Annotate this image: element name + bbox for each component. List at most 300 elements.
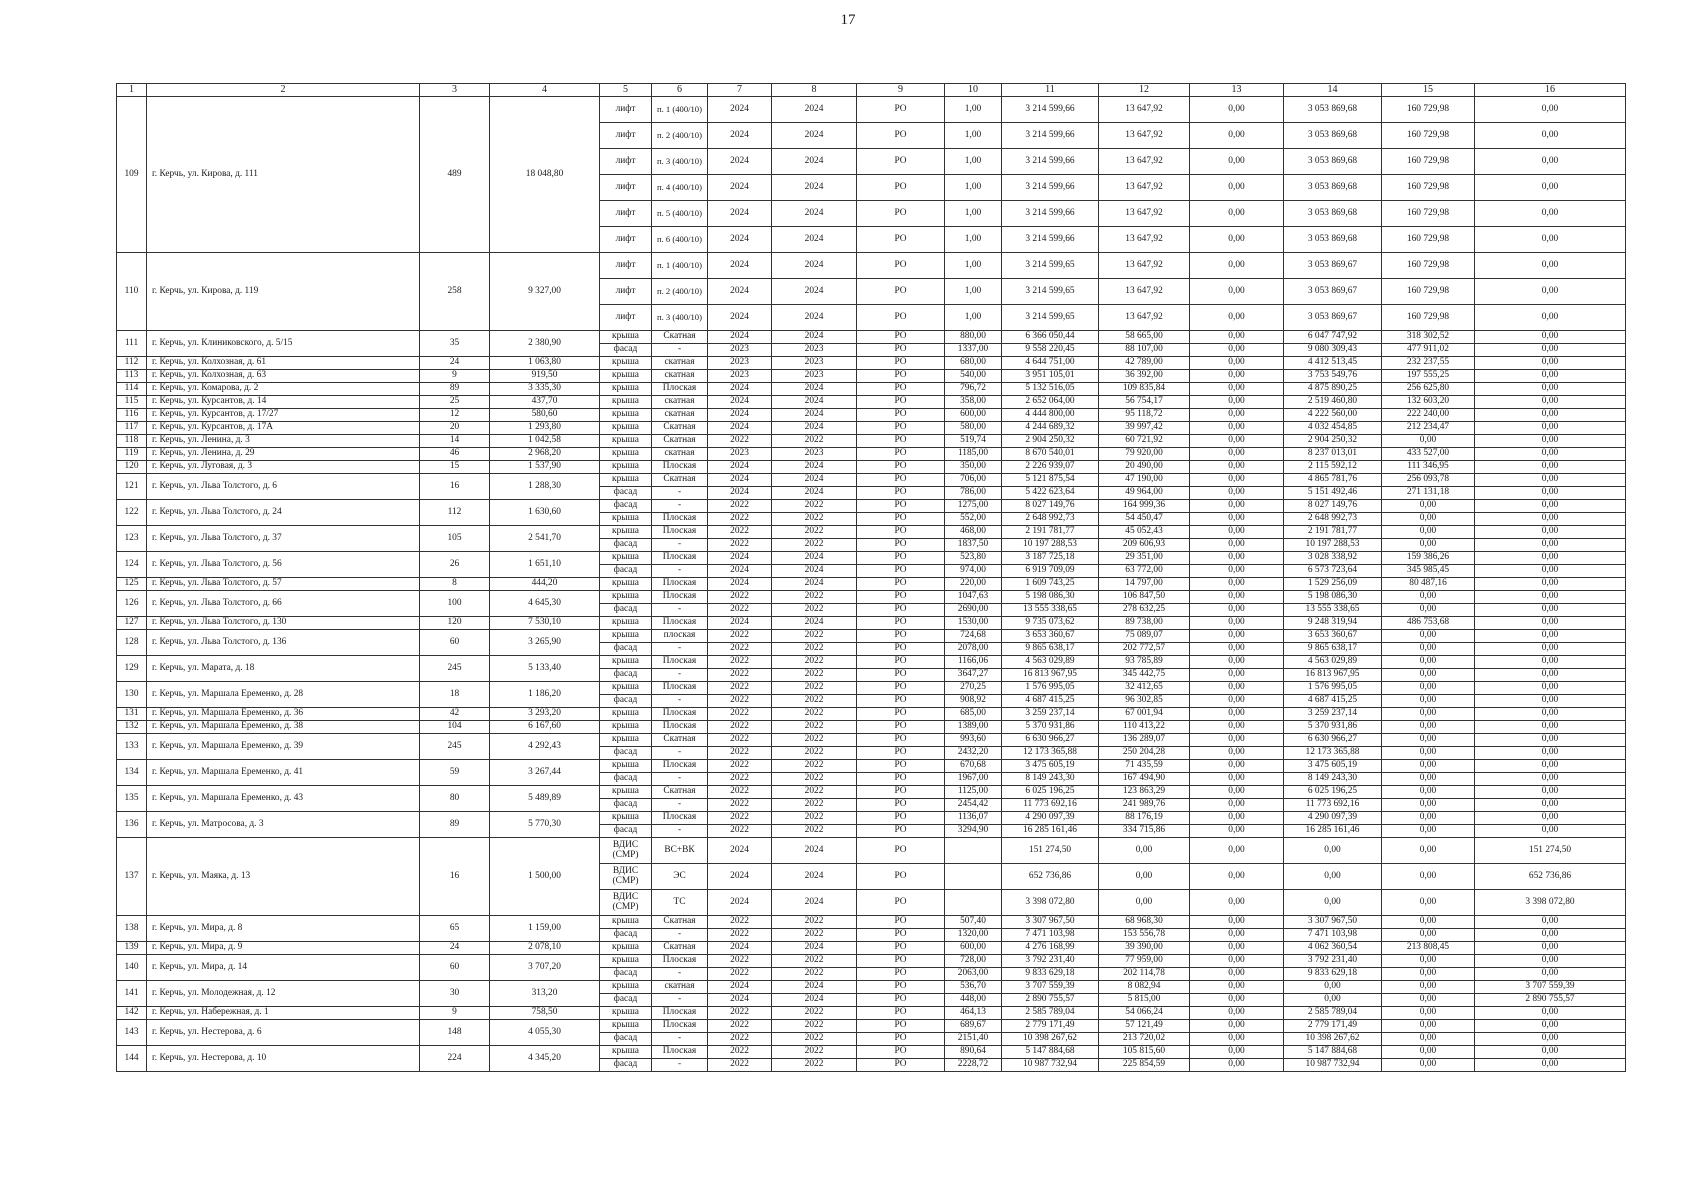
residents-cell: 89 [420,812,490,838]
data-cell: крыша [600,760,652,773]
data-cell: 151 274,50 [1475,838,1626,864]
data-cell: 2022 [772,1046,857,1059]
data-cell: крыша [600,591,652,604]
data-cell: 0,00 [1475,1020,1626,1033]
address-cell: г. Керчь, ул. Ленина, д. 3 [147,435,420,448]
table-row [117,760,1626,773]
data-cell: 2 904 250,32 [1002,435,1099,448]
data-cell: РО [857,487,945,500]
data-cell: 2 779 171,49 [1284,1020,1382,1033]
data-cell: 0,00 [1382,1007,1475,1020]
data-cell: скатная [652,981,708,994]
data-cell: 256 093,78 [1382,474,1475,487]
data-cell: 8 027 149,76 [1002,500,1099,513]
data-cell: 4 563 029,89 [1284,656,1382,669]
data-cell: 0,00 [1475,682,1626,695]
area-cell: 4 292,43 [490,734,600,760]
data-cell: фасад [600,487,652,500]
header-cell: 11 [1002,84,1099,97]
data-cell: 3 214 599,65 [1002,305,1099,331]
data-cell: крыша [600,708,652,721]
data-cell: лифт [600,149,652,175]
data-cell: 0,00 [1190,279,1284,305]
data-cell: 0,00 [1190,604,1284,617]
data-cell: 2024 [708,487,772,500]
residents-cell: 16 [420,474,490,500]
data-cell: 6 630 966,27 [1284,734,1382,747]
data-cell: 3 214 599,66 [1002,149,1099,175]
data-cell: 2024 [772,409,857,422]
data-cell: Скатная [652,331,708,344]
data-cell: 2022 [772,955,857,968]
residents-cell: 80 [420,786,490,812]
data-cell: - [652,747,708,760]
data-cell: Плоская [652,760,708,773]
data-cell: 0,00 [1190,513,1284,526]
data-cell: 32 412,65 [1099,682,1190,695]
row-number-cell: 136 [117,812,147,838]
data-cell: 1320,00 [945,929,1002,942]
residents-cell: 60 [420,955,490,981]
data-cell: 0,00 [1099,838,1190,864]
data-cell: Скатная [652,786,708,799]
data-cell: 4 032 454,85 [1284,422,1382,435]
data-cell: РО [857,1033,945,1046]
table-row [117,370,1626,383]
data-cell: 0,00 [1382,799,1475,812]
address-cell: г. Керчь, ул. Льва Толстого, д. 6 [147,474,420,500]
area-cell: 3 267,44 [490,760,600,786]
data-cell: 2022 [708,812,772,825]
residents-cell: 258 [420,253,490,331]
data-cell: 89 738,00 [1099,617,1190,630]
data-cell: Скатная [652,916,708,929]
area-cell: 5 770,30 [490,812,600,838]
data-cell: 54 450,47 [1099,513,1190,526]
data-cell: крыша [600,370,652,383]
data-cell: 160 729,98 [1382,175,1475,201]
data-cell: фасад [600,773,652,786]
data-cell: РО [857,149,945,175]
data-cell: Скатная [652,942,708,955]
data-cell: 1,00 [945,279,1002,305]
data-cell: крыша [600,526,652,539]
data-cell: 13 647,92 [1099,201,1190,227]
data-cell: 580,00 [945,422,1002,435]
data-cell: фасад [600,565,652,578]
data-cell: 0,00 [1382,1046,1475,1059]
data-cell: РО [857,864,945,890]
data-cell: 2432,20 [945,747,1002,760]
data-cell: ТС [652,890,708,916]
data-cell: 2024 [772,981,857,994]
data-cell: 2024 [772,227,857,253]
data-cell: 2022 [708,760,772,773]
residents-cell: 18 [420,682,490,708]
data-cell: 132 603,20 [1382,396,1475,409]
row-number-cell: 128 [117,630,147,656]
data-cell: РО [857,994,945,1007]
address-cell: г. Керчь, ул. Маршала Еременко, д. 39 [147,734,420,760]
residents-cell: 14 [420,435,490,448]
data-cell: РО [857,916,945,929]
area-cell: 18 048,80 [490,97,600,253]
data-cell: 433 527,00 [1382,448,1475,461]
data-cell: 0,00 [1475,487,1626,500]
data-cell: - [652,773,708,786]
data-cell: РО [857,227,945,253]
header-cell: 15 [1382,84,1475,97]
row-number-cell: 143 [117,1020,147,1046]
column-number-header [117,84,1626,97]
data-cell: 0,00 [1190,331,1284,344]
data-cell: 0,00 [1475,591,1626,604]
area-cell: 580,60 [490,409,600,422]
data-cell: 3 053 869,67 [1284,253,1382,279]
data-cell: 0,00 [1382,643,1475,656]
data-cell: 164 999,36 [1099,500,1190,513]
data-cell: 2022 [708,630,772,643]
data-cell: 212 234,47 [1382,422,1475,435]
data-cell: 0,00 [1475,552,1626,565]
data-cell: 464,13 [945,1007,1002,1020]
data-cell: крыша [600,357,652,370]
data-cell: 2690,00 [945,604,1002,617]
data-cell: 0,00 [1475,604,1626,617]
data-cell: 160 729,98 [1382,253,1475,279]
data-cell: 2024 [708,409,772,422]
data-cell: 0,00 [1475,1033,1626,1046]
data-cell: 14 797,00 [1099,578,1190,591]
data-cell: 1,00 [945,175,1002,201]
residents-cell: 105 [420,526,490,552]
data-cell: 2024 [772,149,857,175]
row-number-cell: 115 [117,396,147,409]
data-cell: 80 487,16 [1382,578,1475,591]
data-cell: 93 785,89 [1099,656,1190,669]
data-cell: 5 198 086,30 [1284,591,1382,604]
data-cell: 2024 [708,942,772,955]
data-cell: крыша [600,942,652,955]
data-cell: Плоская [652,721,708,734]
data-cell: 10 987 732,94 [1002,1059,1099,1072]
data-cell: 6 366 050,44 [1002,331,1099,344]
data-cell: 3 792 231,40 [1284,955,1382,968]
area-cell: 4 055,30 [490,1020,600,1046]
data-cell: РО [857,565,945,578]
data-cell: 67 001,94 [1099,708,1190,721]
data-cell: - [652,643,708,656]
data-cell: 1,00 [945,253,1002,279]
table-row [117,682,1626,695]
data-cell: 0,00 [1190,97,1284,123]
data-cell: крыша [600,656,652,669]
data-cell: плоская [652,630,708,643]
area-cell: 3 265,90 [490,630,600,656]
data-cell: 2 191 781,77 [1284,526,1382,539]
address-cell: г. Керчь, ул. Нестерова, д. 10 [147,1046,420,1072]
data-cell: 160 729,98 [1382,97,1475,123]
table-row [117,500,1626,513]
area-cell: 4 645,30 [490,591,600,617]
data-cell: фасад [600,994,652,1007]
data-cell: 1 576 995,05 [1002,682,1099,695]
data-cell: 600,00 [945,942,1002,955]
row-number-cell: 110 [117,253,147,331]
data-cell: 2228,72 [945,1059,1002,1072]
data-cell: 110 413,22 [1099,721,1190,734]
header-cell: 6 [652,84,708,97]
data-cell: 2022 [708,747,772,760]
data-cell: 13 647,92 [1099,123,1190,149]
data-cell: РО [857,1007,945,1020]
data-cell: 0,00 [1475,97,1626,123]
address-cell: г. Керчь, ул. Набережная, д. 1 [147,1007,420,1020]
area-cell: 1 651,10 [490,552,600,578]
data-cell: 3 259 237,14 [1002,708,1099,721]
data-cell: 225 854,59 [1099,1059,1190,1072]
area-cell: 1 186,20 [490,682,600,708]
data-cell: 2022 [772,591,857,604]
data-cell: 2022 [708,604,772,617]
data-cell: 0,00 [1190,591,1284,604]
data-cell: 0,00 [1190,201,1284,227]
data-cell: лифт [600,279,652,305]
data-cell: 0,00 [1382,656,1475,669]
residents-cell: 16 [420,838,490,916]
data-cell: 2022 [772,968,857,981]
data-cell: 1,00 [945,227,1002,253]
data-cell: Плоская [652,955,708,968]
residents-cell: 35 [420,331,490,357]
row-number-cell: 112 [117,357,147,370]
area-cell: 2 541,70 [490,526,600,552]
data-cell: 2023 [708,357,772,370]
address-cell: г. Керчь, ул. Льва Толстого, д. 24 [147,500,420,526]
data-cell: РО [857,1059,945,1072]
data-cell: 9 248 319,94 [1284,617,1382,630]
area-cell: 3 707,20 [490,955,600,981]
data-cell: 2024 [772,994,857,1007]
data-cell: 334 715,86 [1099,825,1190,838]
data-cell: 0,00 [1382,747,1475,760]
data-cell: 0,00 [1190,149,1284,175]
residents-cell: 9 [420,1007,490,1020]
data-cell: 2023 [772,370,857,383]
data-cell: 0,00 [1475,526,1626,539]
data-cell: 2024 [708,97,772,123]
area-cell: 1 288,30 [490,474,600,500]
data-cell: фасад [600,799,652,812]
data-cell: РО [857,500,945,513]
data-cell: 2 519 460,80 [1284,396,1382,409]
data-cell: 0,00 [1475,383,1626,396]
data-cell: 1 609 743,25 [1002,578,1099,591]
data-cell: 11 773 692,16 [1284,799,1382,812]
data-cell: 0,00 [1475,942,1626,955]
data-cell: 10 987 732,94 [1284,1059,1382,1072]
residents-cell: 30 [420,981,490,1007]
data-cell: 0,00 [1475,370,1626,383]
data-cell: - [652,1033,708,1046]
residents-cell: 89 [420,383,490,396]
header-cell: 12 [1099,84,1190,97]
data-cell: 2024 [772,305,857,331]
data-cell: РО [857,422,945,435]
data-cell: 2022 [708,734,772,747]
address-cell: г. Керчь, ул. Маршала Еременко, д. 36 [147,708,420,721]
residents-cell: 60 [420,630,490,656]
table-row [117,1007,1626,1020]
data-cell: РО [857,409,945,422]
data-cell: РО [857,734,945,747]
data-cell: 685,00 [945,708,1002,721]
data-cell: 2024 [708,578,772,591]
data-cell: 2022 [708,539,772,552]
data-cell: 2022 [772,747,857,760]
data-cell: 9 865 638,17 [1002,643,1099,656]
data-cell: 1837,50 [945,539,1002,552]
data-cell: 8 149 243,30 [1284,773,1382,786]
data-cell: 10 197 288,53 [1002,539,1099,552]
table-row [117,721,1626,734]
data-cell: 1185,00 [945,448,1002,461]
data-cell: 2022 [708,916,772,929]
data-cell: 12 173 365,88 [1002,747,1099,760]
data-cell: 79 920,00 [1099,448,1190,461]
data-cell: фасад [600,747,652,760]
data-cell: 3 307 967,50 [1284,916,1382,929]
data-cell: 278 632,25 [1099,604,1190,617]
data-cell: РО [857,370,945,383]
data-cell: 250 204,28 [1099,747,1190,760]
data-cell: - [652,929,708,942]
data-cell: 9 865 638,17 [1284,643,1382,656]
data-cell: 13 647,92 [1099,279,1190,305]
data-cell: РО [857,799,945,812]
data-cell: Плоская [652,383,708,396]
data-cell: 9 735 073,62 [1002,617,1099,630]
data-cell: крыша [600,1046,652,1059]
data-cell: 3 053 869,68 [1284,97,1382,123]
data-cell: 1337,00 [945,344,1002,357]
data-cell: фасад [600,1033,652,1046]
data-cell: 706,00 [945,474,1002,487]
data-cell: 993,60 [945,734,1002,747]
data-cell: 0,00 [1190,370,1284,383]
data-cell: 670,68 [945,760,1002,773]
data-cell: 160 729,98 [1382,149,1475,175]
row-number-cell: 120 [117,461,147,474]
data-cell: 2023 [708,344,772,357]
data-cell: 2022 [708,786,772,799]
data-cell: 2024 [708,305,772,331]
data-cell: скатная [652,448,708,461]
data-cell: 209 606,93 [1099,539,1190,552]
data-cell: РО [857,344,945,357]
data-cell: 109 835,84 [1099,383,1190,396]
data-cell: 2 648 992,73 [1002,513,1099,526]
data-cell: п. 5 (400/10) [652,201,708,227]
data-cell: 0,00 [1284,890,1382,916]
data-cell: 0,00 [1382,916,1475,929]
address-cell: г. Керчь, ул. Колхозная, д. 61 [147,357,420,370]
address-cell: г. Керчь, ул. Курсантов, д. 17/27 [147,409,420,422]
table-row [117,656,1626,669]
table-row [117,916,1626,929]
data-cell: 9 080 309,43 [1284,344,1382,357]
data-cell: 0,00 [1475,1046,1626,1059]
data-cell: 2022 [708,1033,772,1046]
data-cell: крыша [600,617,652,630]
data-cell: 0,00 [1190,968,1284,981]
address-cell: г. Керчь, ул. Марата, д. 18 [147,656,420,682]
data-cell: 6 573 723,64 [1284,565,1382,578]
data-cell: 2022 [708,1059,772,1072]
data-cell: 536,70 [945,981,1002,994]
data-cell: п. 6 (400/10) [652,227,708,253]
data-cell: 2 585 789,04 [1002,1007,1099,1020]
address-cell: г. Керчь, ул. Кирова, д. 111 [147,97,420,253]
data-cell: 0,00 [1190,357,1284,370]
area-cell: 1 159,00 [490,916,600,942]
data-cell: РО [857,357,945,370]
data-cell: 2022 [772,708,857,721]
data-cell: 160 729,98 [1382,227,1475,253]
data-cell: 0,00 [1284,994,1382,1007]
data-cell: 0,00 [1382,981,1475,994]
data-cell: 2024 [772,123,857,149]
data-cell: 2022 [708,799,772,812]
data-cell: 2022 [708,955,772,968]
data-cell: 11 773 692,16 [1002,799,1099,812]
data-cell: 9 558 220,45 [1002,344,1099,357]
address-cell: г. Керчь, ул. Маяка, д. 13 [147,838,420,916]
data-cell: 2022 [772,539,857,552]
data-cell: РО [857,643,945,656]
address-cell: г. Керчь, ул. Льва Толстого, д. 37 [147,526,420,552]
data-cell: Плоская [652,708,708,721]
data-cell: 2024 [708,149,772,175]
data-cell: 2024 [708,383,772,396]
data-cell: 2024 [772,942,857,955]
data-cell: 1047,63 [945,591,1002,604]
data-cell: 0,00 [1475,747,1626,760]
data-cell: РО [857,123,945,149]
data-cell: крыша [600,513,652,526]
data-cell: 2022 [708,591,772,604]
residents-cell: 65 [420,916,490,942]
data-cell: 0,00 [1382,786,1475,799]
data-cell [945,864,1002,890]
data-cell: лифт [600,227,652,253]
data-cell: 8 237 013,01 [1284,448,1382,461]
data-cell: 345 985,45 [1382,565,1475,578]
data-cell: 12 173 365,88 [1284,747,1382,760]
data-cell: фасад [600,695,652,708]
area-cell: 2 380,90 [490,331,600,357]
data-cell: 1530,00 [945,617,1002,630]
data-cell: 13 647,92 [1099,175,1190,201]
data-cell: крыша [600,448,652,461]
address-cell: г. Керчь, ул. Мира, д. 8 [147,916,420,942]
data-cell: 0,00 [1475,669,1626,682]
data-cell: 57 121,49 [1099,1020,1190,1033]
data-cell: 0,00 [1190,565,1284,578]
data-cell: 0,00 [1382,864,1475,890]
data-cell: 0,00 [1475,630,1626,643]
data-cell: фасад [600,539,652,552]
